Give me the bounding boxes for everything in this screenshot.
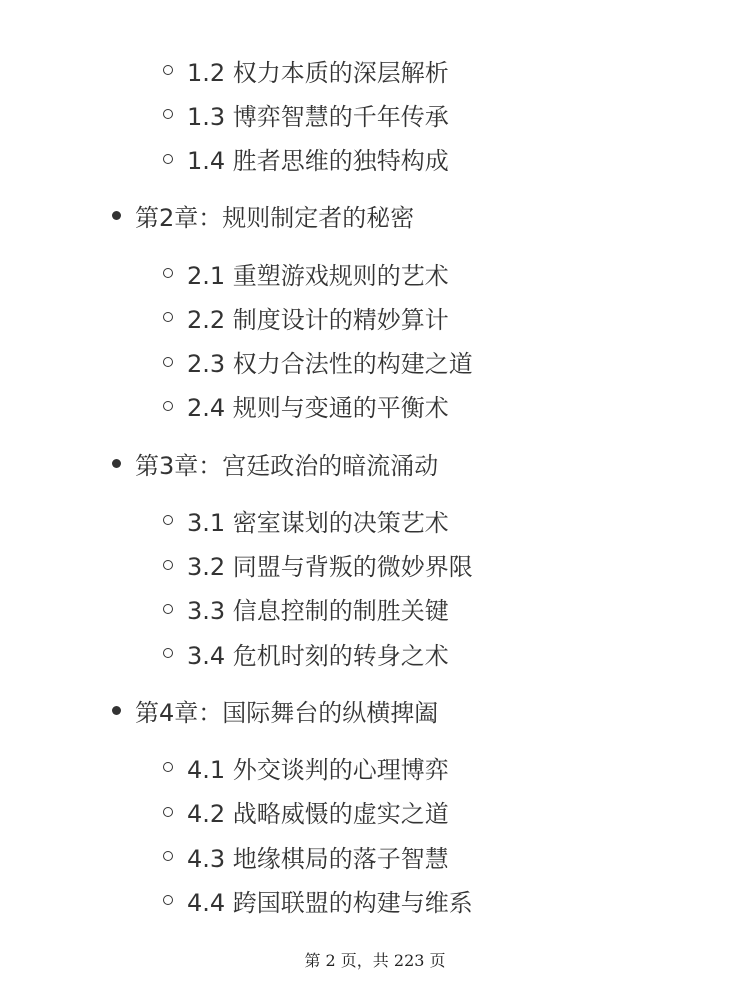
toc-section-4-2[interactable] bbox=[163, 790, 750, 834]
toc-chapter-4[interactable] bbox=[0, 688, 750, 732]
toc-section-1-4[interactable] bbox=[163, 137, 750, 181]
toc-chapter-2[interactable] bbox=[0, 194, 750, 238]
section-label: 1.3 博弈智慧的千年传承 bbox=[187, 102, 449, 131]
section-label: 4.3 地缘棋局的落子智慧 bbox=[187, 844, 449, 873]
chapter-title: 第2章：规则制定者的秘密 bbox=[135, 204, 415, 233]
page-number-footer: 第 2 页，共 223 页 bbox=[304, 951, 446, 970]
section-label: 1.2 权力本质的深层解析 bbox=[187, 58, 449, 87]
hollow-bullet-icon bbox=[163, 357, 173, 367]
hollow-bullet-icon bbox=[163, 762, 173, 772]
hollow-bullet-icon bbox=[163, 807, 173, 817]
section-label: 3.1 密室谋划的决策艺术 bbox=[187, 508, 449, 537]
toc-section-2-4[interactable] bbox=[163, 384, 750, 428]
toc-section-1-3[interactable] bbox=[163, 92, 750, 136]
section-list-chapter-4 bbox=[0, 745, 750, 922]
hollow-bullet-icon bbox=[163, 154, 173, 164]
hollow-bullet-icon bbox=[163, 604, 173, 614]
toc-section-2-1[interactable] bbox=[163, 251, 750, 295]
chapter-title: 第3章：宫廷政治的暗流涌动 bbox=[135, 451, 439, 480]
section-label: 2.1 重塑游戏规则的艺术 bbox=[187, 261, 449, 290]
toc-section-3-1[interactable] bbox=[163, 498, 750, 542]
toc-section-4-1[interactable] bbox=[163, 745, 750, 789]
section-label: 2.4 规则与变通的平衡术 bbox=[187, 394, 449, 423]
hollow-bullet-icon bbox=[163, 895, 173, 905]
hollow-bullet-icon bbox=[163, 312, 173, 322]
section-label: 4.2 战略威慑的虚实之道 bbox=[187, 800, 449, 829]
chapter-title: 第4章：国际舞台的纵横捭阖 bbox=[135, 698, 439, 727]
toc-chapter-3[interactable] bbox=[0, 441, 750, 485]
section-label: 3.2 同盟与背叛的微妙界限 bbox=[187, 553, 473, 582]
filled-bullet-icon bbox=[112, 211, 121, 220]
hollow-bullet-icon bbox=[163, 560, 173, 570]
section-label: 2.3 权力合法性的构建之道 bbox=[187, 350, 473, 379]
toc-section-3-3[interactable] bbox=[163, 587, 750, 631]
hollow-bullet-icon bbox=[163, 401, 173, 411]
section-label: 3.3 信息控制的制胜关键 bbox=[187, 597, 449, 626]
toc-section-4-4[interactable] bbox=[163, 878, 750, 922]
section-list-chapter-3 bbox=[0, 498, 750, 675]
filled-bullet-icon bbox=[112, 706, 121, 715]
hollow-bullet-icon bbox=[163, 268, 173, 278]
section-label: 3.4 危机时刻的转身之术 bbox=[187, 641, 449, 670]
section-label: 1.4 胜者思维的独特构成 bbox=[187, 147, 449, 176]
toc-section-2-3[interactable] bbox=[163, 339, 750, 383]
hollow-bullet-icon bbox=[163, 515, 173, 525]
toc-section-1-2[interactable] bbox=[163, 48, 750, 92]
section-label: 4.1 外交谈判的心理博弈 bbox=[187, 755, 449, 784]
hollow-bullet-icon bbox=[163, 648, 173, 658]
toc-section-4-3[interactable] bbox=[163, 834, 750, 878]
toc-section-2-2[interactable] bbox=[163, 295, 750, 339]
hollow-bullet-icon bbox=[163, 65, 173, 75]
section-list-chapter-1 bbox=[0, 48, 750, 181]
toc-section-3-4[interactable] bbox=[163, 631, 750, 675]
filled-bullet-icon bbox=[112, 459, 121, 468]
table-of-contents bbox=[0, 48, 750, 922]
toc-section-3-2[interactable] bbox=[163, 542, 750, 586]
hollow-bullet-icon bbox=[163, 109, 173, 119]
section-list-chapter-2 bbox=[0, 251, 750, 428]
section-label: 2.2 制度设计的精妙算计 bbox=[187, 305, 449, 334]
section-label: 4.4 跨国联盟的构建与维系 bbox=[187, 888, 473, 917]
hollow-bullet-icon bbox=[163, 851, 173, 861]
